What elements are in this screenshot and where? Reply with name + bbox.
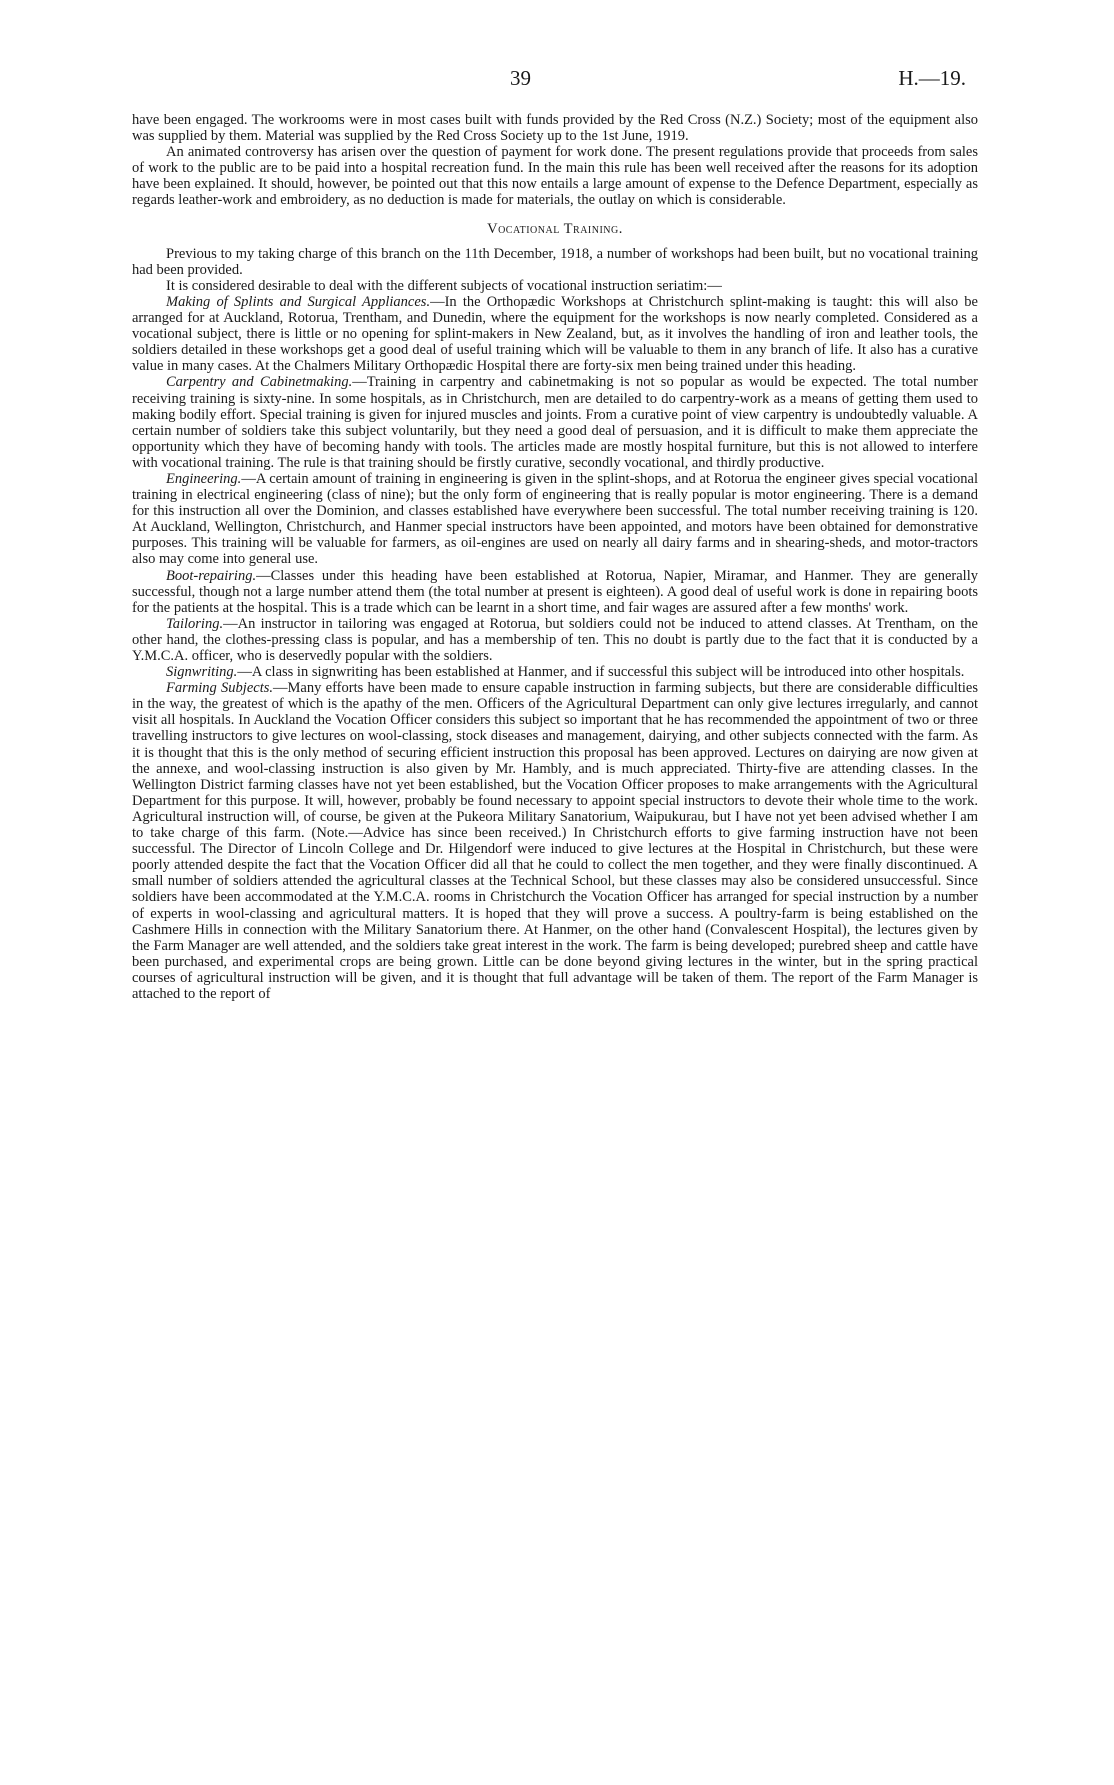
paragraph-splints (132, 294, 978, 374)
document-body (132, 112, 978, 1002)
paragraph-signwriting (132, 664, 978, 680)
paragraph-engineering (132, 471, 978, 568)
subject-text-boot-repairing: —Classes under this heading have been established at Rotorua, Napier, Miramar, and Hanmer. They are generally successful, though not a large number attend them (the total number at present is eighteen). A good deal of useful work is done in repairing boots for the patients at the hospital. This is a trade which can be learnt in a short time, and fair wages are assured after a few months' work. (132, 567, 978, 616)
subject-lead-farming: Farming Subjects. (166, 680, 274, 697)
document-reference: H.—19. (898, 66, 966, 90)
subject-text-engineering: —A certain amount of training in engineering is given in the splint-shops, and at Rotorua the engineer gives special vocational training in electrical engineering (class of nine); but the only form of engineering that is really popular is motor engineering. There is a demand for this instruction all over the Dominion, and classes established have everywhere been successful. The total number receiving training is 120. At Auckland, Wellington, Christchurch, and Hanmer special instructors have been appointed, and motors have been obtained for demonstrative purposes. This training will be valuable for farmers, as oil-engines are used on nearly all dairy farms and in shearing-sheds, and motor-tractors also may come into general use. (132, 470, 978, 568)
paragraph-workrooms: have been engaged. The workrooms were in most cases built with funds provided by the Red Cross (N.Z.) Society; most of the equipment also was supplied by them. Material was supplied by the Red Cross Society up to the 1st June, 1919. (132, 112, 978, 145)
subject-lead-carpentry: Carpentry and Cabinetmaking. (166, 374, 353, 391)
subject-text-farming: —Many efforts have been made to ensure capable instruction in farming subjects, but there are considerable difficulties in the way, the greatest of which is the apathy of the men. Officers of the Agricultural Department can only give lectures irregularly, and cannot visit all hospitals. In Auckland the Vocation Officer considers this subject so important that he has recommended the appointment of two or three travelling instructors to give lectures on wool-classing, stock diseases and management, dairying, and other subjects connected with the farm. As it is thought that this is the only method of securing efficient instruction this proposal has been approved. Lectures on dairying are now given at the annexe, and wool-classing instruction is also given by Mr. Hambly, and is much appreciated. Thirty-five are attending classes. In the Wellington District farming classes have not yet been established, but the Vocation Officer proposes to make arrangements with the Agricultural Department for this purpose. It will, however, probably be found necessary to appoint special instructors to devote their whole time to the work. Agricultural instruction will, of course, be given at the Pukeora Military Sanatorium, Waipukurau, but I have not yet been advised whether I am to take charge of this farm. (Note.—Advice has since been received.) In Christchurch efforts to give farming instruction have not been successful. The Director of Lincoln College and Dr. Hilgendorf were induced to give lectures at the Hospital in Christchurch, but these were poorly attended despite the fact that the Vocation Officer did all that he could to collect the men together, and they were finally discontinued. A small number of soldiers attended the agricultural classes at the Technical School, but these classes may also be considered unsuccessful. Since soldiers have been accommodated at the Y.M.C.A. rooms in Christchurch the Vocation Officer has arranged for special instruction by a number of experts in wool-classing and agricultural matters. It is hoped that they will prove a success. A poultry-farm is being established on the Cashmere Hills in connection with the Military Sanatorium there. At Hanmer, on the other hand (Convalescent Hospital), the lectures given by the Farm Manager are well attended, and the soldiers take great interest in the work. The farm is being developed; purebred sheep and cattle have been purchased, and experimental crops are being grown. Little can be done beyond giving lectures in the winter, but in the spring practical courses of agricultural instruction will be given, and it is thought that full advantage will be taken of them. The report of the Farm Manager is attached to the report of (132, 680, 978, 1002)
subject-lead-signwriting: Signwriting. (166, 664, 238, 681)
subject-text-splints: —In the Orthopædic Workshops at Christchurch splint-making is taught: this will also be arranged for at Auckland, Rotorua, Trentham, and Dunedin, where the equipment for the workshops is now nearly completed. Considered as a vocational subject, there is little or no opening for splint-makers in New Zealand, but, as it involves the handling of iron and leather tools, the soldiers detailed in these workshops get a good deal of useful training which will be valuable to them in any branch of life. It also has a curative value in many cases. At the Chalmers Military Orthopædic Hospital there are forty-six men being trained under this heading. (132, 293, 978, 375)
paragraph-seriatim: It is considered desirable to deal with the different subjects of vocational instruction seriatim:— (166, 277, 722, 294)
paragraph-boot-repairing (132, 568, 978, 616)
paragraph-previous-charge: Previous to my taking charge of this branch on the 11th December, 1918, a number of workshops had been built, but no vocational training had been provided. (132, 245, 978, 278)
subject-lead-boot-repairing: Boot-repairing. (166, 567, 257, 584)
subject-text-carpentry: —Training in carpentry and cabinetmaking is not so popular as would be expected. The total number receiving training is sixty-nine. In some hospitals, as in Christchurch, men are detailed to do carpentry-work as a means of getting them used to making bodily effort. Special training is given for injured muscles and joints. From a curative point of view carpentry is undoubtedly valuable. A certain number of soldiers take this subject voluntarily, but they need a good deal of persuasion, and it is difficult to make them appreciate the opportunity which they have of becoming handy with tools. The articles made are mostly hospital furniture, but this is not allowed to interfere with vocational training. The rule is that training should be firstly curative, secondly vocational, and thirdly productive. (132, 374, 978, 471)
paragraph-carpentry (132, 374, 978, 471)
paragraph-tailoring (132, 616, 978, 664)
subject-lead-splints: Making of Splints and Surgical Appliances. (166, 293, 431, 310)
paragraph-farming (132, 680, 978, 1002)
paragraph-payment-controversy: An animated controversy has arisen over the question of payment for work done. The present regulations provide that proceeds from sales of work to the public are to be paid into a hospital recreation fund. In the main this rule has been well received after the reasons for its adoption have been explained. It should, however, be pointed out that this now entails a large amount of expense to the Defence Department, especially as regards leather-work and embroidery, as no deduction is made for materials, the outlay on which is considerable. (132, 144, 978, 209)
subject-text-signwriting: —A class in signwriting has been established at Hanmer, and if successful this subject will be introduced into other hospitals. (237, 664, 965, 681)
section-heading-vocational-training: Vocational Training. (487, 220, 623, 237)
subject-lead-engineering: Engineering. (166, 470, 242, 487)
subject-lead-tailoring: Tailoring. (166, 615, 224, 632)
subject-text-tailoring: —An instructor in tailoring was engaged at Rotorua, but soldiers could not be induced to attend classes. At Trentham, on the other hand, the clothes-pressing class is popular, and has a membership of ten. This no doubt is partly due to the fact that it is conducted by a Y.M.C.A. officer, who is deservedly popular with the soldiers. (132, 615, 978, 664)
page-number: 39 (510, 66, 531, 90)
